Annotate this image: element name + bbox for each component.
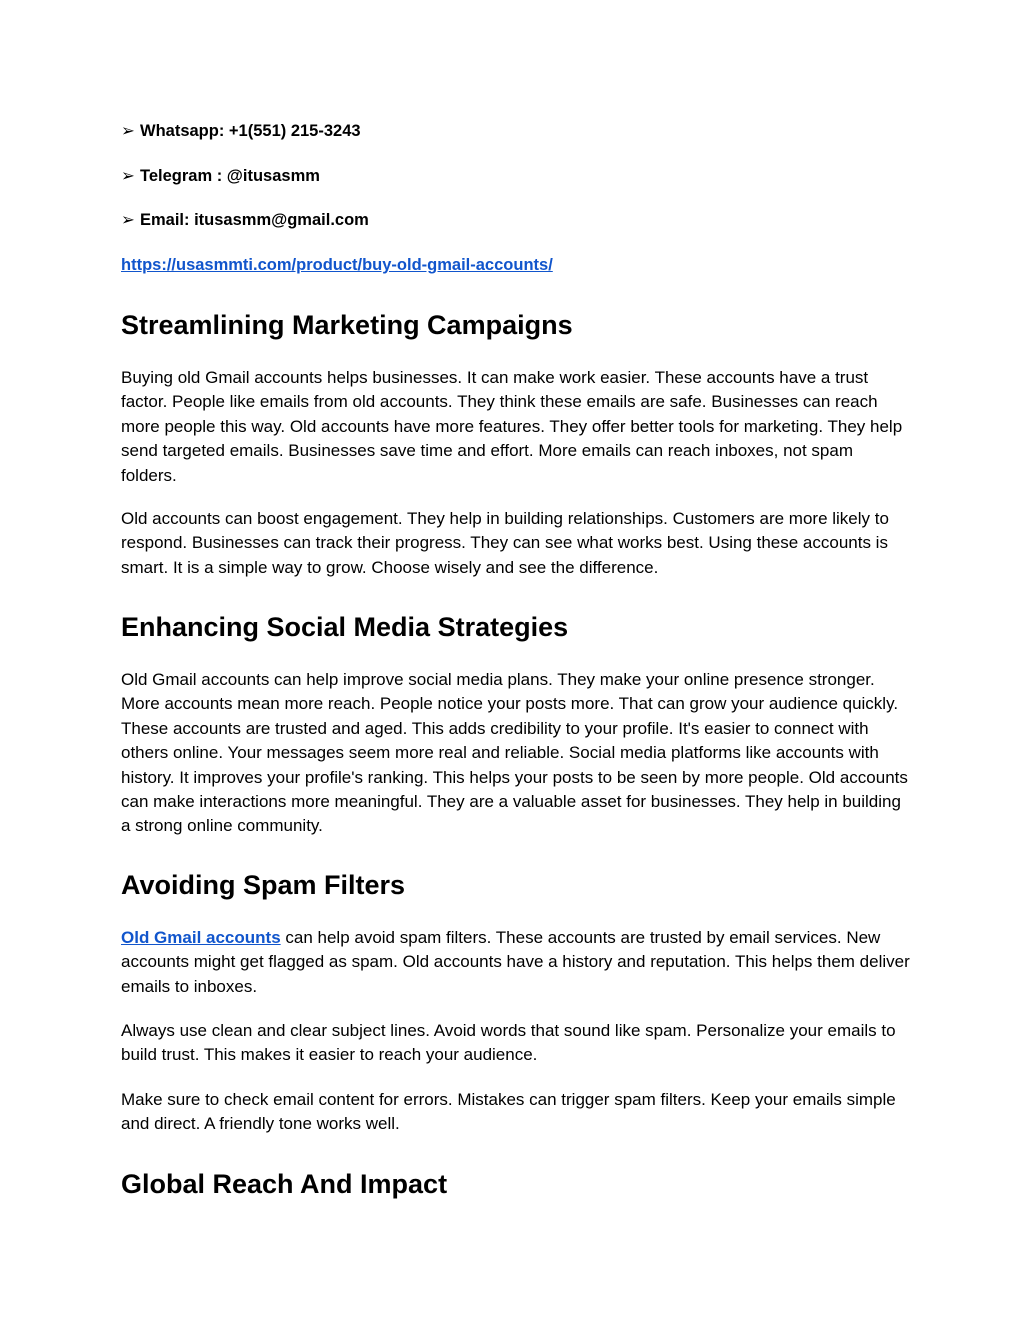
section-heading-spam-filters: Avoiding Spam Filters: [121, 870, 406, 900]
email-text: Email: itusasmm@gmail.com: [140, 211, 369, 229]
paragraph-spam-2: Always use clean and clear subject lines. Avoid words that sound like spam. Personalize your emails to build trust. This makes it easier to reach your audience.: [121, 1021, 896, 1065]
old-gmail-accounts-link[interactable]: Old Gmail accounts: [121, 928, 281, 947]
section-heading-global-reach: Global Reach And Impact: [121, 1169, 448, 1199]
section-heading-marketing: Streamlining Marketing Campaigns: [121, 310, 573, 340]
whatsapp-contact: [121, 121, 361, 141]
paragraph-marketing-1: Buying old Gmail accounts helps businesses. It can make work easier. These accounts have a trust factor. People like emails from old accounts. They think these emails are safe. Businesses can reach more people this way. Old accounts have more features. They offer better tools for marketing. They help send targeted emails. Businesses save time and effort. More emails can reach inboxes, not spam folders.: [121, 368, 903, 485]
paragraph-spam-1: [121, 926, 911, 999]
product-link-line: [121, 255, 553, 275]
section-heading-social-media: Enhancing Social Media Strategies: [121, 612, 569, 642]
product-link[interactable]: https://usasmmti.com/product/buy-old-gmail-accounts/: [121, 256, 553, 274]
arrow-bullet-icon: ➢: [121, 211, 135, 229]
telegram-text: Telegram : @itusasmm: [140, 167, 320, 185]
email-contact: [121, 210, 369, 230]
paragraph-spam-3: Make sure to check email content for errors. Mistakes can trigger spam filters. Keep your emails simple and direct. A friendly tone works well.: [121, 1090, 896, 1134]
paragraph-spam-1-text: can help avoid spam filters. These accounts are trusted by email services. New accounts might get flagged as spam. Old accounts have a history and reputation. This helps them deliver emails to inboxes.: [121, 928, 910, 996]
arrow-bullet-icon: ➢: [121, 122, 135, 140]
paragraph-marketing-2: Old accounts can boost engagement. They help in building relationships. Customers are more likely to respond. Businesses can track their progress. They can see what works best. Using these accounts is smart. It is a simple way to grow. Choose wisely and see the difference.: [121, 509, 889, 577]
paragraph-social-media-1: Old Gmail accounts can help improve social media plans. They make your online presence stronger. More accounts mean more reach. People notice your posts more. That can grow your audience quickly. These accounts are trusted and aged. This adds credibility to your profile. It's easier to connect with others online. Your messages seem more real and reliable. Social media platforms like accounts with history. It improves your profile's ranking. This helps your posts to be seen by more people. Old accounts can make interactions more meaningful. They are a valuable asset for businesses. They help in building a strong online community.: [121, 670, 908, 836]
whatsapp-text: Whatsapp: +1(551) 215-3243: [140, 122, 361, 140]
telegram-contact: [121, 166, 320, 186]
arrow-bullet-icon: ➢: [121, 167, 135, 185]
